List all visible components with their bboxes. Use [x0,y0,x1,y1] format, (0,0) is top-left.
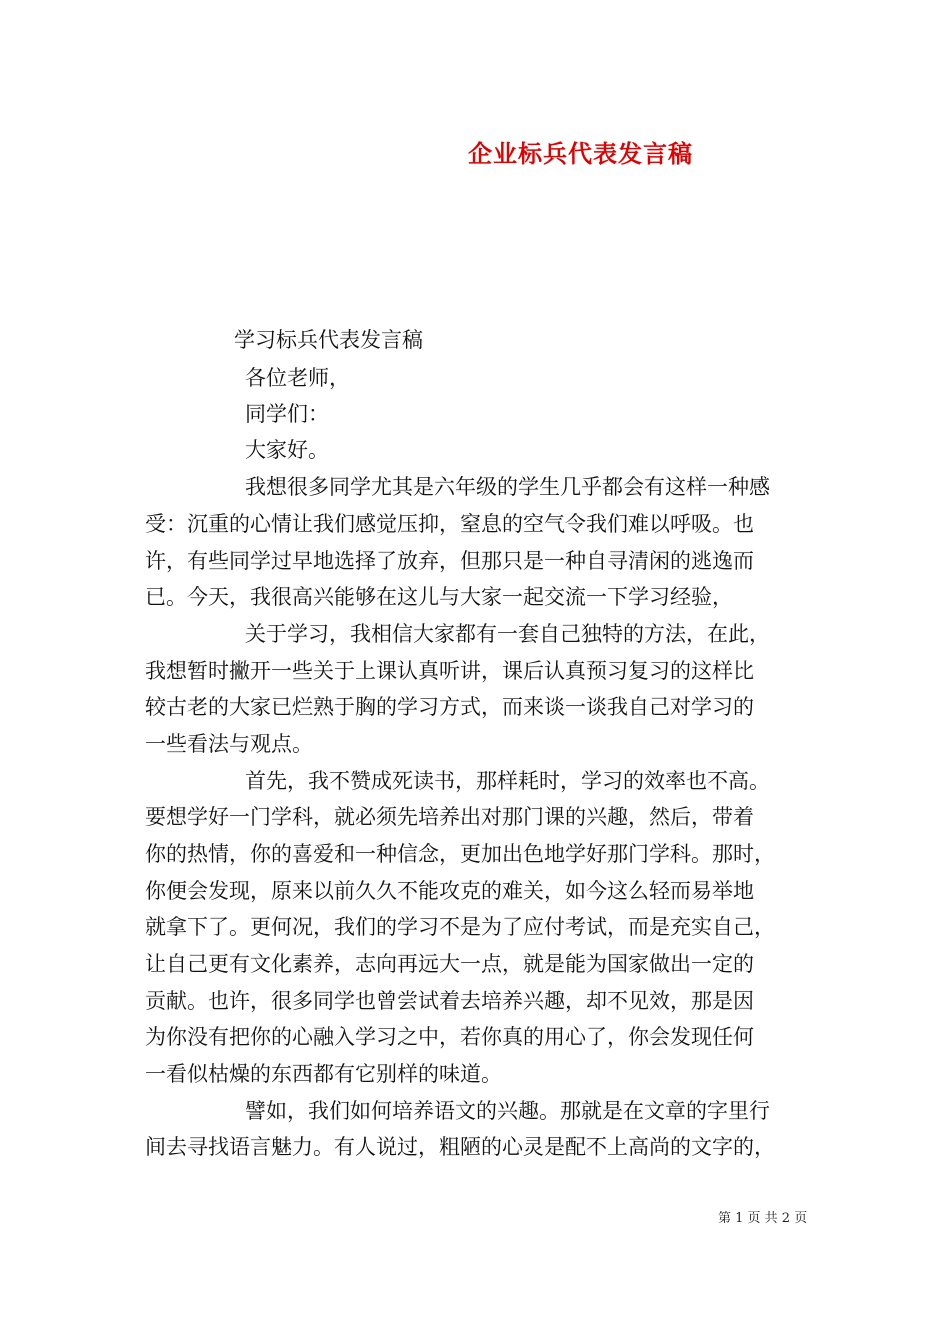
body-line: 我想很多同学尤其是六年级的学生几乎都会有这样一种感 [245,475,770,499]
greeting-line: 同学们： [245,402,329,426]
greeting-line: 各位老师， [245,366,350,390]
body-line: 首先，我不赞成死读书，那样耗时，学习的效率也不高。 [245,769,770,793]
body-line: 较古老的大家已烂熟于胸的学习方式，而来谈一谈我自己对学习的 [145,695,754,719]
body-line: 让自己更有文化素养，志向再远大一点，就是能为国家做出一定的 [145,952,754,976]
body-line: 一看似枯燥的东西都有它别样的味道。 [145,1062,502,1086]
body-line: 已。今天，我很高兴能够在这儿与大家一起交流一下学习经验， [145,585,733,609]
body-line: 关于学习，我相信大家都有一套自己独特的方法，在此， [245,622,770,646]
speech-title: 学习标兵代表发言稿 [234,328,423,352]
greeting-line: 大家好。 [245,438,329,462]
body-line: 你的热情，你的喜爱和一种信念，更加出色地学好那门学科。那时， [145,842,775,866]
page-number: 第 1 页 共 2 页 [718,1211,808,1226]
body-line: 间去寻找语言魅力。有人说过，粗陋的心灵是配不上高尚的文字的， [145,1135,775,1159]
body-line: 你便会发现，原来以前久久不能攻克的难关，如今这么轻而易举地 [145,879,754,903]
body-line: 我想暂时撇开一些关于上课认真听讲，课后认真预习复习的这样比 [145,659,754,683]
body-line: 一些看法与观点。 [145,732,313,756]
body-line: 就拿下了。更何况，我们的学习不是为了应付考试，而是充实自己， [145,915,775,939]
body-line: 贡献。也许，很多同学也曾尝试着去培养兴趣，却不见效，那是因 [145,989,754,1013]
body-line: 譬如，我们如何培养语文的兴趣。那就是在文章的字里行 [245,1099,770,1123]
page-title: 企业标兵代表发言稿 [468,139,693,168]
body-line: 许，有些同学过早地选择了放弃，但那只是一种自寻清闲的逃逸而 [145,549,754,573]
body-line: 为你没有把你的心融入学习之中，若你真的用心了，你会发现任何 [145,1025,754,1049]
body-line: 受：沉重的心情让我们感觉压抑，窒息的空气令我们难以呼吸。也 [145,512,754,536]
body-line: 要想学好一门学科，就必须先培养出对那门课的兴趣，然后，带着 [145,805,754,829]
